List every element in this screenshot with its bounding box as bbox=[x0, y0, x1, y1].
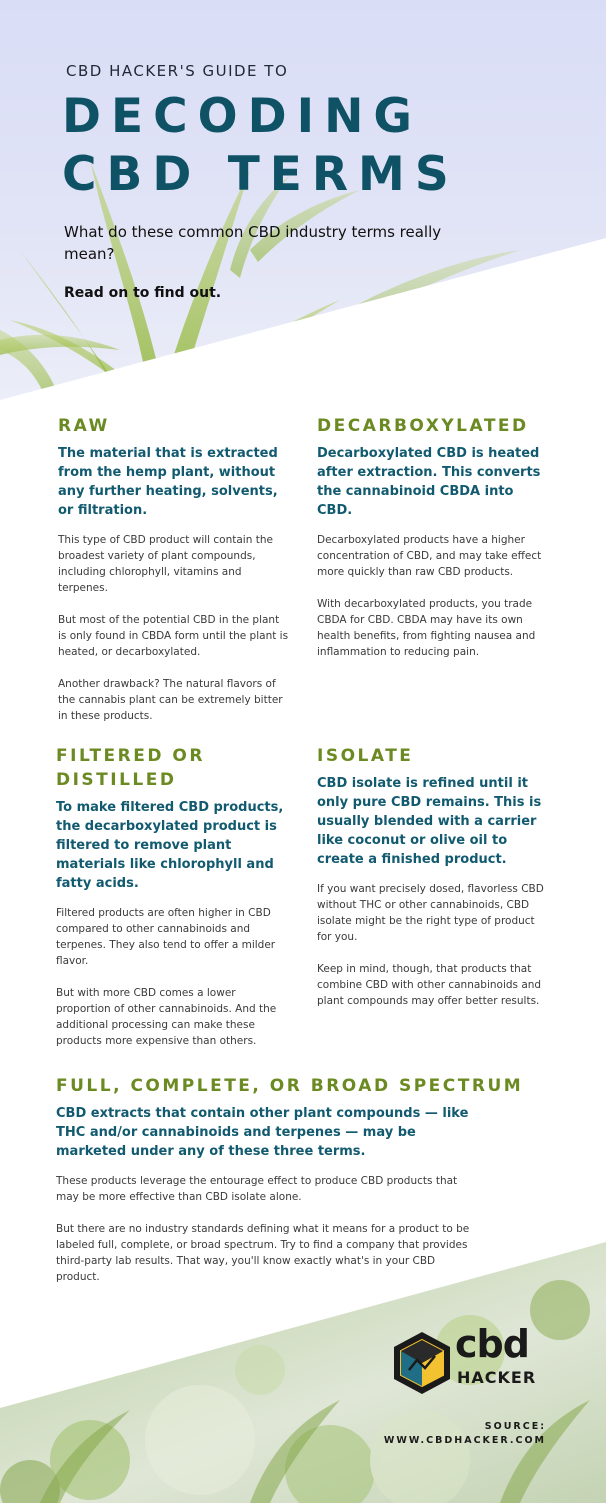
guide-kicker: CBD HACKER'S GUIDE TO bbox=[66, 62, 289, 80]
page-title-line-2: CBD TERMS bbox=[62, 147, 459, 202]
section-paragraph: Decarboxylated products have a higher concentration of CBD, and may take effect more quickly than raw CBD products. bbox=[317, 534, 542, 578]
section-paragraph: But most of the potential CBD in the plant is only found in CBDA form until the plant is heated, or decarboxylated. bbox=[58, 614, 289, 658]
logo-wordmark-cbd: cbd bbox=[455, 1322, 529, 1366]
section-paragraph: But with more CBD comes a lower proportion of other cannabinoids. And the additional processing can make these products more expensive than others. bbox=[56, 987, 277, 1047]
page-title-line-1: DECODING bbox=[62, 89, 422, 144]
section-paragraph: If you want precisely dosed, flavorless CBD without THC or other cannabinoids, CBD isolate might be the right type of product for you. bbox=[317, 883, 544, 943]
source-label: SOURCE: bbox=[484, 1421, 546, 1432]
section-lead: CBD isolate is refined until it only pure CBD remains. This is usually blended with a carrier like coconut or olive oil to create a finished product. bbox=[317, 776, 542, 867]
section-paragraph: Keep in mind, though, that products that combine CBD with other cannabinoids and plant compounds may offer better results. bbox=[317, 963, 542, 1007]
section-filtered-or-distilled bbox=[56, 744, 292, 1049]
section-lead: CBD extracts that contain other plant compounds — like THC and/or cannabinoids and terpenes — may be marketed under any of these three terms. bbox=[56, 1106, 469, 1159]
source-credit bbox=[384, 1420, 546, 1448]
section-paragraph: But there are no industry standards defining what it means for a product to be labeled full, complete, or broad spectrum. Try to find a company that provides third-party lab results. That way, you'll know exactly what's in your CBD product. bbox=[56, 1223, 470, 1283]
section-title: FILTERED OR DISTILLED bbox=[56, 746, 205, 790]
section-body bbox=[317, 532, 545, 660]
read-on-cta: Read on to find out. bbox=[64, 285, 222, 301]
section-lead: To make filtered CBD products, the decarboxylated product is filtered to remove plant materials like chlorophyll and fatty acids. bbox=[56, 800, 284, 891]
page-subtitle: What do these common CBD industry terms really mean? bbox=[64, 223, 442, 263]
section-paragraph: Another drawback? The natural flavors of the cannabis plant can be extremely bitter in these products. bbox=[58, 678, 283, 722]
source-url: WWW.CBDHACKER.COM bbox=[383, 1435, 546, 1446]
section-title: DECARBOXYLATED bbox=[317, 416, 529, 436]
section-paragraph: Filtered products are often higher in CBD compared to other cannabinoids and terpenes. They also tend to offer a milder flavor. bbox=[56, 907, 276, 967]
section-paragraph: This type of CBD product will contain the broadest variety of plant compounds, including chlorophyll, vitamins and terpenes. bbox=[58, 534, 273, 594]
cbd-hacker-logo bbox=[391, 1322, 551, 1394]
section-title: ISOLATE bbox=[317, 746, 414, 766]
section-raw bbox=[58, 414, 290, 724]
cbd-hacker-logo-icon bbox=[391, 1330, 453, 1396]
section-full-spectrum bbox=[56, 1074, 536, 1285]
section-paragraph: With decarboxylated products, you trade CBDA for CBD. CBDA may have its own health benefits, from fighting nausea and inflammation to reducing pain. bbox=[317, 598, 536, 658]
section-body bbox=[56, 905, 292, 1049]
section-body bbox=[317, 881, 545, 1009]
logo-wordmark-hacker: HACKER bbox=[457, 1368, 537, 1387]
section-title: RAW bbox=[58, 416, 110, 436]
section-body bbox=[56, 1173, 536, 1285]
section-lead: The material that is extracted from the hemp plant, without any further heating, solvents, or filtration. bbox=[58, 446, 278, 518]
section-isolate bbox=[317, 744, 545, 1009]
section-paragraph: These products leverage the entourage effect to produce CBD products that may be more effective than CBD isolate alone. bbox=[56, 1175, 458, 1203]
section-body bbox=[58, 532, 290, 724]
page-title bbox=[62, 88, 459, 204]
section-decarboxylated bbox=[317, 414, 545, 660]
section-lead: Decarboxylated CBD is heated after extraction. This converts the cannabinoid CBDA into CBD. bbox=[317, 446, 541, 518]
section-title: FULL, COMPLETE, OR BROAD SPECTRUM bbox=[56, 1076, 524, 1096]
